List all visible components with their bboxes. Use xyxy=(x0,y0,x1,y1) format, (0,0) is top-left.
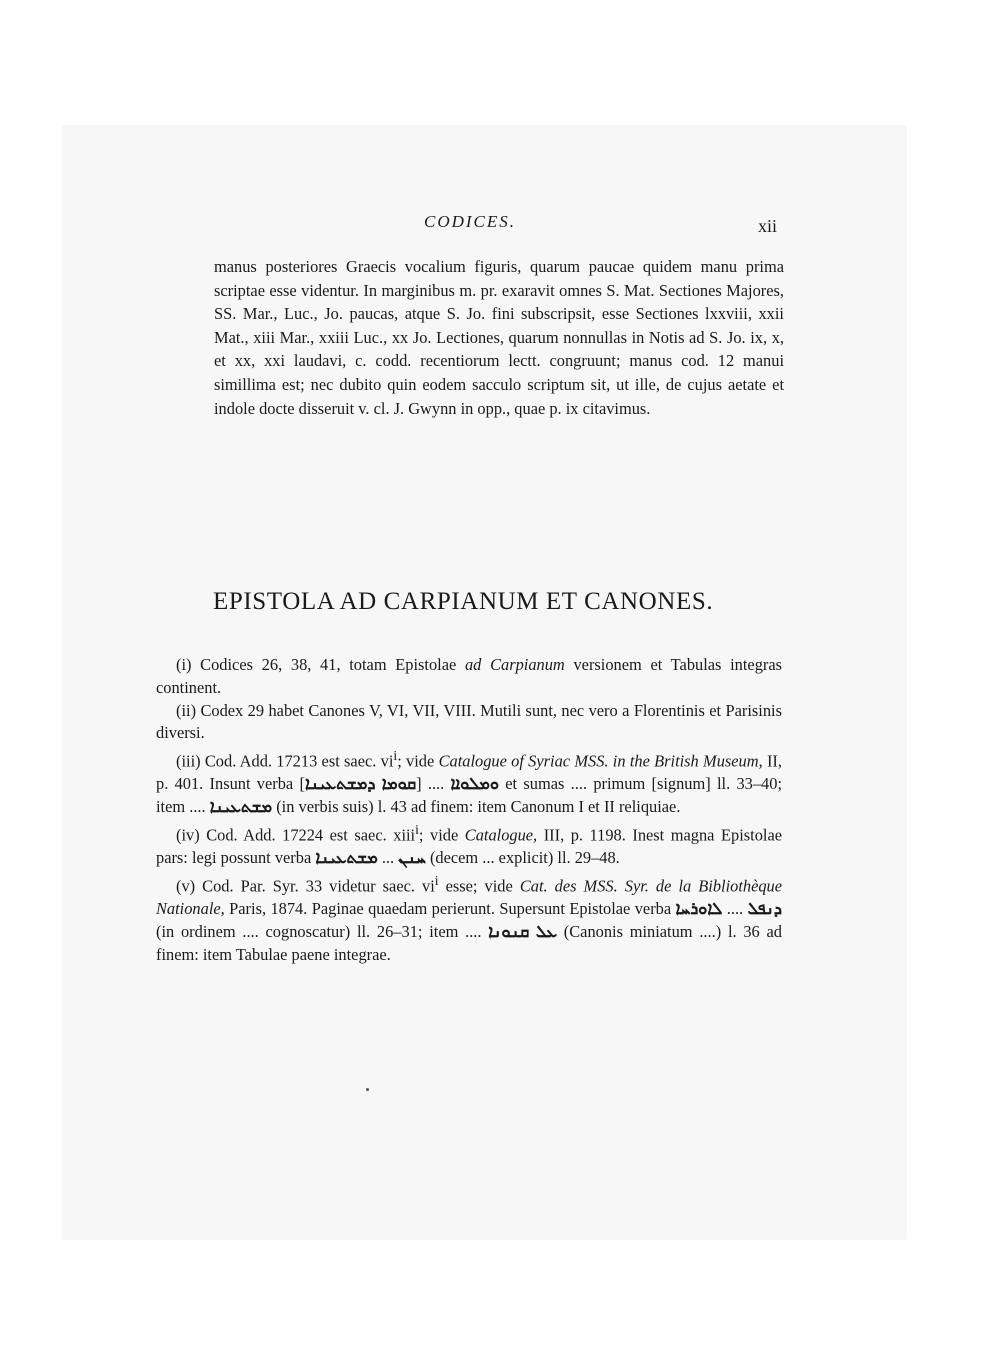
entry-i: (i) Codices 26, 38, 41, totam Epistolae ad Carpianum versionem et Tabulas integras continent. xyxy=(156,655,783,697)
stray-ink-mark xyxy=(366,1088,369,1091)
running-head xyxy=(0,206,1000,236)
running-title: CODICES. xyxy=(424,212,517,231)
syriac-word: ܠܐܘܪܚܐ xyxy=(675,899,723,919)
entry-list xyxy=(156,654,782,967)
syriac-word: ܡܫܬܥܝܢܐ xyxy=(209,797,273,817)
syriac-word: ܥܠ ܩܢܘܢܐ xyxy=(488,922,558,942)
syriac-word: ܩܘܡܐ ܕܡܫܬܥܝܢܐ xyxy=(304,774,417,794)
syriac-word: ܡܫܬܥܝܢܐ xyxy=(315,848,378,868)
entry-ii: (ii) Codex 29 habet Canones V, VI, VII, VIII. Mutili sunt, nec vero a Florentinis et Parisinis diversi. xyxy=(156,700,782,743)
page-number: xii xyxy=(758,216,778,236)
syriac-word: ܕܢܦܠ xyxy=(747,899,782,919)
section-title: EPISTOLA AD CARPIANUM ET CANONES. xyxy=(213,588,714,615)
intro-paragraph: manus posteriores Graecis vocalium figuris, quarum paucae quidem manu prima scriptae esse videntur. In marginibus m. pr. exaravit omnes S. Mat. Sectiones Majores, SS. Mar., Luc., Jo. paucas, atque S. Jo. fini subscripsit, esse Sectiones lxxviii, xxii Mat., xiii Mar., xxiii Luc., xx Jo. Lectiones, quarum nonnullas in Notis ad S. Jo. ix, x, et xx, xxi laudavi, c. codd. recentiorum lectt. congruunt; manus cod. 12 manui simillima est; nec dubito quin eodem sacculo scriptum sit, ut ille, de cujus aetate et indole docte disseruit v. cl. J. Gwynn in opp., quae p. ix citavimus. xyxy=(214,257,784,418)
entry-iii: (iii) Cod. Add. 17213 est saec. $vi^i$; vide Catalogue of Syriac MSS. in the British Museum, II, p. 401. Insunt verba [ܩܘܡܐ ܕܡܫܬܥܝܢܐ] .... ܘܡܠܘܐܐ et sumas .... primum [signum] ll. 33–40; item .... ܡܫܬܥܝܢܐ (in verbis suis) l. 43 ad finem: item Canonum I et II reliquiae. xyxy=(156,748,783,817)
entry-v: (v) Cod. Par. Syr. 33 videtur saec. $vi^i$ esse; vide Cat. des MSS. Syr. de la Bibliothèque Nationale, Paris, 1874. Paginae quaedam perierunt. Supersunt Epistolae verba ܠܐܘܪܚܐ .... ܕܢܦܠ (in ordinem .... cognoscatur) ll. 26–31; item .... ܥܠ ܩܢܘܢܐ (Canonis miniatum ....) l. 36 ad finem: item Tabulae paene integrae. xyxy=(156,873,783,964)
syriac-word: ܚܢܢ xyxy=(398,848,426,868)
entry-iv: (iv) Cod. Add. 17224 est saec. xiii$^i$; vide Catalogue, III, p. 1198. Inest magna Epistolae pars: legi possunt verba ܡܫܬܥܝܢܐ ... ܚܢܢ (decem ... explicit) ll. 29–48. xyxy=(156,822,782,868)
syriac-word: ܘܡܠܘܐܐ xyxy=(450,774,499,794)
